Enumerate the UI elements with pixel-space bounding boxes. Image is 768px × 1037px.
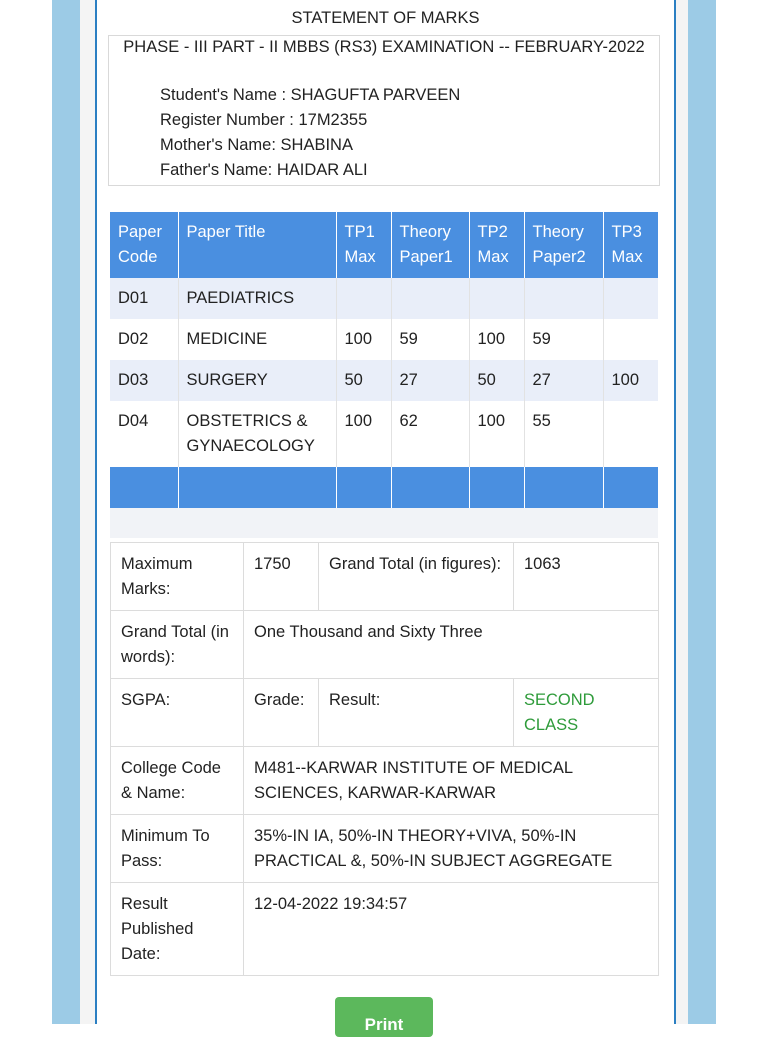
cell-tp1-max (336, 278, 391, 319)
mother-name: Mother's Name: SHABINA (160, 136, 353, 154)
max-marks-label: Maximum Marks: (111, 543, 244, 611)
grand-total-words-label: Grand Total (in words): (111, 611, 244, 679)
header-theory-paper2: Theory Paper2 (524, 212, 603, 278)
exam-title: PHASE - III PART - II MBBS (RS3) EXAMINATION -- FEBRUARY-2022 (123, 38, 645, 56)
table-footer-row (110, 467, 658, 508)
cell-tp3-max: 100 (603, 360, 658, 401)
cell-paper-title: MEDICINE (178, 319, 336, 360)
cell-tp3-max (603, 319, 658, 360)
cell-theory-paper1: 59 (391, 319, 469, 360)
summary-row (111, 747, 659, 815)
cell-tp2-max (469, 278, 524, 319)
grand-total-figures-label: Grand Total (in figures): (319, 543, 514, 611)
left-side-band (52, 0, 80, 1024)
father-name: Father's Name: HAIDAR ALI (160, 161, 368, 179)
grand-total-words-value: One Thousand and Sixty Three (244, 611, 659, 679)
summary-row (111, 543, 659, 611)
cell-theory-paper1: 27 (391, 360, 469, 401)
cell-tp3-max (603, 401, 658, 467)
cell-tp2-max: 100 (469, 319, 524, 360)
cell-tp1-max: 100 (336, 319, 391, 360)
cell-tp2-max: 100 (469, 401, 524, 467)
grade-label: Grade: (244, 679, 319, 747)
table-spacer (110, 508, 658, 538)
cell-theory-paper2: 27 (524, 360, 603, 401)
student-name: Student's Name : SHAGUFTA PARVEEN (160, 86, 461, 104)
cell-tp1-max: 100 (336, 401, 391, 467)
cell-theory-paper1 (391, 278, 469, 319)
table-row (110, 278, 658, 319)
min-pass-value: 35%-IN IA, 50%-IN THEORY+VIVA, 50%-IN PRACTICAL &, 50%-IN SUBJECT AGGREGATE (244, 815, 659, 883)
marks-header-row (110, 212, 658, 278)
header-paper-title: Paper Title (178, 212, 336, 278)
cell-paper-title: OBSTETRICS & GYNAECOLOGY (178, 401, 336, 467)
published-date-label: Result Published Date: (111, 883, 244, 976)
summary-table (110, 542, 659, 976)
table-row (110, 360, 658, 401)
header-tp1-max: TP1 Max (336, 212, 391, 278)
sgpa-label: SGPA: (111, 679, 244, 747)
cell-paper-code: D01 (110, 278, 178, 319)
max-marks-value: 1750 (244, 543, 319, 611)
right-side-band (688, 0, 716, 1024)
marks-table (110, 212, 659, 508)
college-label: College Code & Name: (111, 747, 244, 815)
summary-row (111, 679, 659, 747)
statement-title: STATEMENT OF MARKS (291, 9, 480, 27)
cell-theory-paper2: 55 (524, 401, 603, 467)
register-number: Register Number : 17M2355 (160, 111, 368, 129)
result-label: Result: (319, 679, 514, 747)
cell-paper-code: D02 (110, 319, 178, 360)
table-row (110, 319, 658, 360)
grand-total-figures-value: 1063 (514, 543, 659, 611)
print-button[interactable]: Print (335, 997, 433, 1037)
result-value: SECOND CLASS (514, 679, 659, 747)
table-row (110, 401, 658, 467)
header-paper-code: Paper Code (110, 212, 178, 278)
header-theory-paper1: Theory Paper1 (391, 212, 469, 278)
cell-theory-paper1: 62 (391, 401, 469, 467)
published-date-value: 12-04-2022 19:34:57 (244, 883, 659, 976)
summary-row (111, 815, 659, 883)
summary-row (111, 611, 659, 679)
cell-paper-title: PAEDIATRICS (178, 278, 336, 319)
cell-tp3-max (603, 278, 658, 319)
cell-theory-paper2 (524, 278, 603, 319)
cell-tp1-max: 50 (336, 360, 391, 401)
header-tp2-max: TP2 Max (469, 212, 524, 278)
cell-tp2-max: 50 (469, 360, 524, 401)
header-tp3-max: TP3 Max (603, 212, 658, 278)
cell-paper-code: D03 (110, 360, 178, 401)
cell-paper-code: D04 (110, 401, 178, 467)
min-pass-label: Minimum To Pass: (111, 815, 244, 883)
cell-theory-paper2: 59 (524, 319, 603, 360)
college-value: M481--KARWAR INSTITUTE OF MEDICAL SCIENCES, KARWAR-KARWAR (244, 747, 659, 815)
cell-paper-title: SURGERY (178, 360, 336, 401)
summary-row (111, 883, 659, 976)
